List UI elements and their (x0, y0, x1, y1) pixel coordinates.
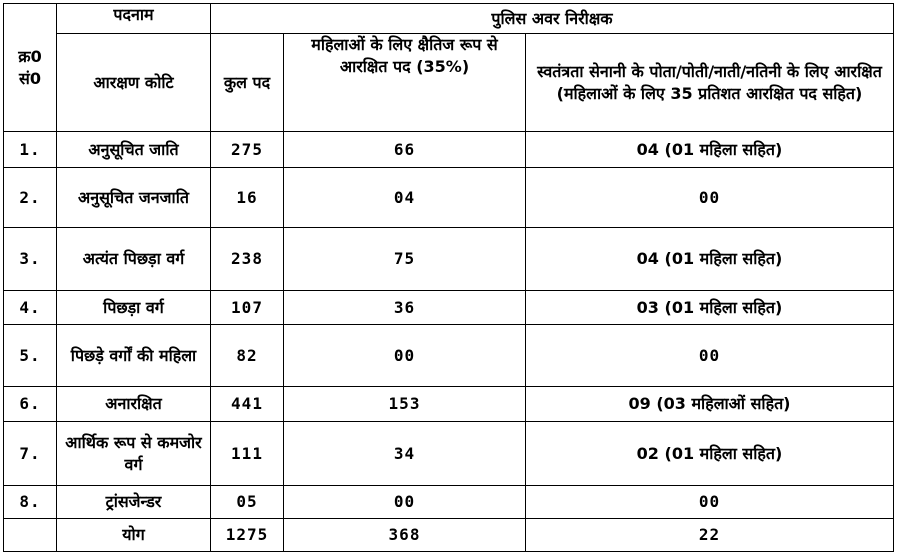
serial-cell: 2. (4, 168, 57, 228)
serial-cell-empty (4, 519, 57, 552)
total-cell: 441 (211, 387, 284, 422)
women-cell: 04 (284, 168, 526, 228)
table-row (4, 168, 894, 228)
ff-cell: 09 (03 महिलाओं सहित) (526, 387, 894, 422)
grand-total-cell: 1275 (211, 519, 284, 552)
ff-cell: 03 (01 महिला सहित) (526, 291, 894, 325)
reservation-table (3, 3, 894, 552)
serial-cell: 3. (4, 228, 57, 291)
total-cell: 05 (211, 486, 284, 519)
serial-cell: 5. (4, 325, 57, 387)
table-row (4, 132, 894, 168)
header-women-horizontal: महिलाओं के लिए क्षैतिज रूप से आरक्षित पद (35%) (284, 34, 526, 132)
category-cell: ट्रांसजेन्डर (57, 486, 211, 519)
header-reservation-category: आरक्षण कोटि (57, 34, 211, 132)
table-row (4, 422, 894, 486)
women-total-cell: 368 (284, 519, 526, 552)
women-cell: 75 (284, 228, 526, 291)
women-cell: 66 (284, 132, 526, 168)
serial-cell: 7. (4, 422, 57, 486)
category-cell: अनुसूचित जनजाति (57, 168, 211, 228)
header-total-posts: कुल पद (211, 34, 284, 132)
total-cell: 107 (211, 291, 284, 325)
header-police-si: पुलिस अवर निरीक्षक (211, 4, 894, 34)
women-cell: 153 (284, 387, 526, 422)
header-post-name: पदनाम (57, 4, 211, 34)
header-freedom-fighter: स्वतंत्रता सेनानी के पोता/पोती/नाती/नतिनी के लिए आरक्षित (महिलाओं के लिए 35 प्रतिशत आरक्षित पद सहित) (526, 34, 894, 132)
total-cell: 82 (211, 325, 284, 387)
women-cell: 00 (284, 325, 526, 387)
ff-total-cell: 22 (526, 519, 894, 552)
total-cell: 111 (211, 422, 284, 486)
category-cell: पिछड़े वर्गों की महिला (57, 325, 211, 387)
category-cell: अनारक्षित (57, 387, 211, 422)
serial-cell: 8. (4, 486, 57, 519)
category-cell: अनुसूचित जाति (57, 132, 211, 168)
serial-cell: 1. (4, 132, 57, 168)
table-row (4, 291, 894, 325)
ff-cell: 00 (526, 168, 894, 228)
category-cell: पिछड़ा वर्ग (57, 291, 211, 325)
women-cell: 34 (284, 422, 526, 486)
ff-cell: 02 (01 महिला सहित) (526, 422, 894, 486)
women-cell: 36 (284, 291, 526, 325)
serial-cell: 4. (4, 291, 57, 325)
total-row (4, 519, 894, 552)
women-cell: 00 (284, 486, 526, 519)
ff-cell: 04 (01 महिला सहित) (526, 228, 894, 291)
ff-cell: 00 (526, 486, 894, 519)
total-cell: 16 (211, 168, 284, 228)
header-serial: क्र0 सं0 (4, 4, 57, 132)
total-cell: 275 (211, 132, 284, 168)
ff-cell: 00 (526, 325, 894, 387)
table-row (4, 486, 894, 519)
category-cell: अत्यंत पिछड़ा वर्ग (57, 228, 211, 291)
ff-cell: 04 (01 महिला सहित) (526, 132, 894, 168)
total-label: योग (57, 519, 211, 552)
table-row (4, 325, 894, 387)
table-row (4, 387, 894, 422)
serial-cell: 6. (4, 387, 57, 422)
table-row (4, 228, 894, 291)
category-cell: आर्थिक रूप से कमजोर वर्ग (57, 422, 211, 486)
total-cell: 238 (211, 228, 284, 291)
